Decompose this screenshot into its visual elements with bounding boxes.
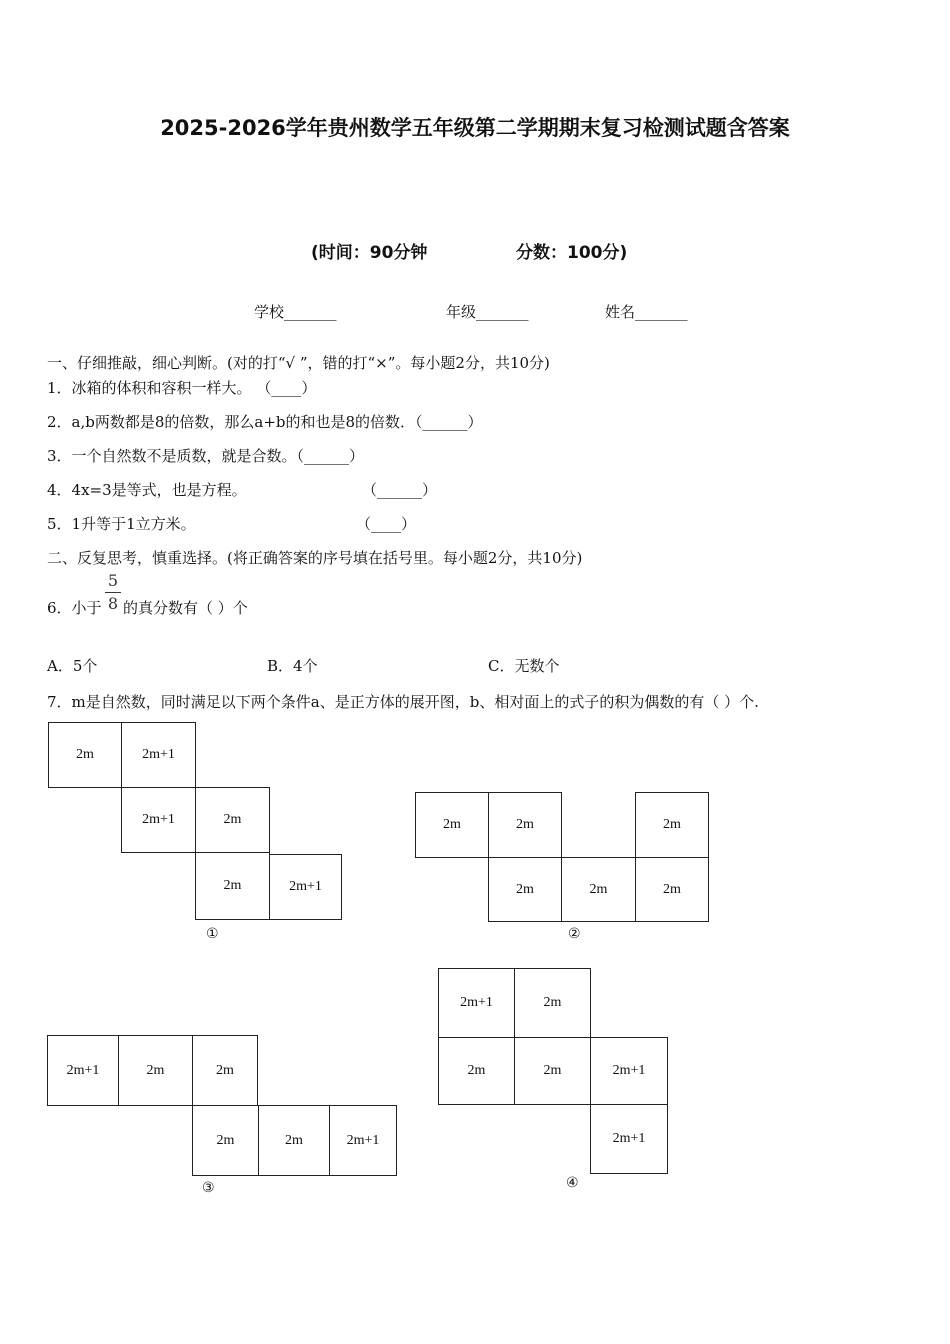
net2-face: 2m <box>635 792 709 858</box>
question-4 <box>47 479 247 500</box>
net3-face: 2m <box>192 1105 259 1176</box>
net1-face: 2m <box>195 787 270 853</box>
question-prefix: 小于 <box>71 599 102 617</box>
question-number: 2． <box>47 413 72 431</box>
choice-a: A．5个 <box>47 657 98 675</box>
question-text: 1升等于1立方米。 <box>71 515 196 533</box>
question-number: 7． <box>47 693 72 711</box>
net3-caption: ③ <box>202 1180 215 1196</box>
question-text: a,b两数都是8的倍数，那么a+b的和也是8的倍数．（______） <box>71 413 483 431</box>
choice-b: B．4个 <box>267 657 318 675</box>
question-number: 1． <box>47 379 72 397</box>
net2-face: 2m <box>635 857 709 922</box>
net2-face: 2m <box>488 792 562 858</box>
school-field: 学校_______ <box>254 303 337 321</box>
question-text: m是自然数，同时满足以下两个条件a、是正方体的展开图，b、相对面上的式子的积为偶数的有（ ）个. <box>71 693 759 711</box>
question-text: 冰箱的体积和容积一样大。 （____） <box>71 379 317 397</box>
section2-heading: 二、反复思考，慎重选择。(将正确答案的序号填在括号里。每小题2分，共10分) <box>47 549 583 567</box>
net1-caption: ① <box>206 926 219 942</box>
answer-blank-5: （____） <box>356 515 417 533</box>
net4-face: 2m+1 <box>438 968 515 1038</box>
answer-blank-4: （______） <box>362 481 438 499</box>
net3-face: 2m <box>118 1035 193 1106</box>
question-7 <box>47 691 759 712</box>
section1-heading: 一、仔细推敲，细心判断。(对的打“√ ”，错的打“×”。每小题2分，共10分) <box>47 354 550 372</box>
net2-face: 2m <box>488 857 562 922</box>
net1-face: 2m <box>48 722 122 788</box>
question-number: 5． <box>47 515 72 533</box>
question-text: 4x=3是等式，也是方程。 <box>71 481 247 499</box>
question-text: 一个自然数不是质数，就是合数。（______） <box>71 447 365 465</box>
name-field: 姓名_______ <box>605 303 688 321</box>
grade-field: 年级_______ <box>446 303 529 321</box>
choice-c: C．无数个 <box>488 657 560 675</box>
net3-face: 2m <box>258 1105 330 1176</box>
net1-face: 2m+1 <box>121 722 196 788</box>
exam-score: 分数：100分) <box>516 243 628 263</box>
question-number: 3． <box>47 447 72 465</box>
net4-face: 2m+1 <box>590 1037 668 1105</box>
net4-face: 2m+1 <box>590 1104 668 1174</box>
fraction-denominator: 8 <box>107 594 119 613</box>
page-title: 2025-2026学年贵州数学五年级第二学期期末复习检测试题含答案 <box>160 116 790 140</box>
net4-face: 2m <box>514 1037 591 1105</box>
net2-face: 2m <box>415 792 489 858</box>
question-6-suffix: 的真分数有（ ）个 <box>123 599 248 617</box>
question-number: 6． <box>47 599 72 617</box>
net2-face: 2m <box>561 857 636 922</box>
net4-caption: ④ <box>566 1175 579 1191</box>
question-2 <box>47 411 483 432</box>
net3-face: 2m <box>192 1035 258 1106</box>
question-number: 4． <box>47 481 72 499</box>
exam-time: (时间：90分钟 <box>311 243 428 263</box>
net1-face: 2m+1 <box>121 787 196 853</box>
fraction-bar <box>105 592 121 593</box>
question-6 <box>47 597 102 618</box>
net4-face: 2m <box>438 1037 515 1105</box>
net2-caption: ② <box>568 926 581 942</box>
question-1 <box>47 377 316 398</box>
net3-face: 2m+1 <box>329 1105 397 1176</box>
net1-face: 2m <box>195 852 270 920</box>
fraction-numerator: 5 <box>107 571 119 590</box>
net3-face: 2m+1 <box>47 1035 119 1106</box>
fraction-five-eighths <box>105 572 121 613</box>
question-3 <box>47 445 364 466</box>
net4-face: 2m <box>514 968 591 1038</box>
net1-face: 2m+1 <box>269 854 342 920</box>
question-5 <box>47 513 196 534</box>
